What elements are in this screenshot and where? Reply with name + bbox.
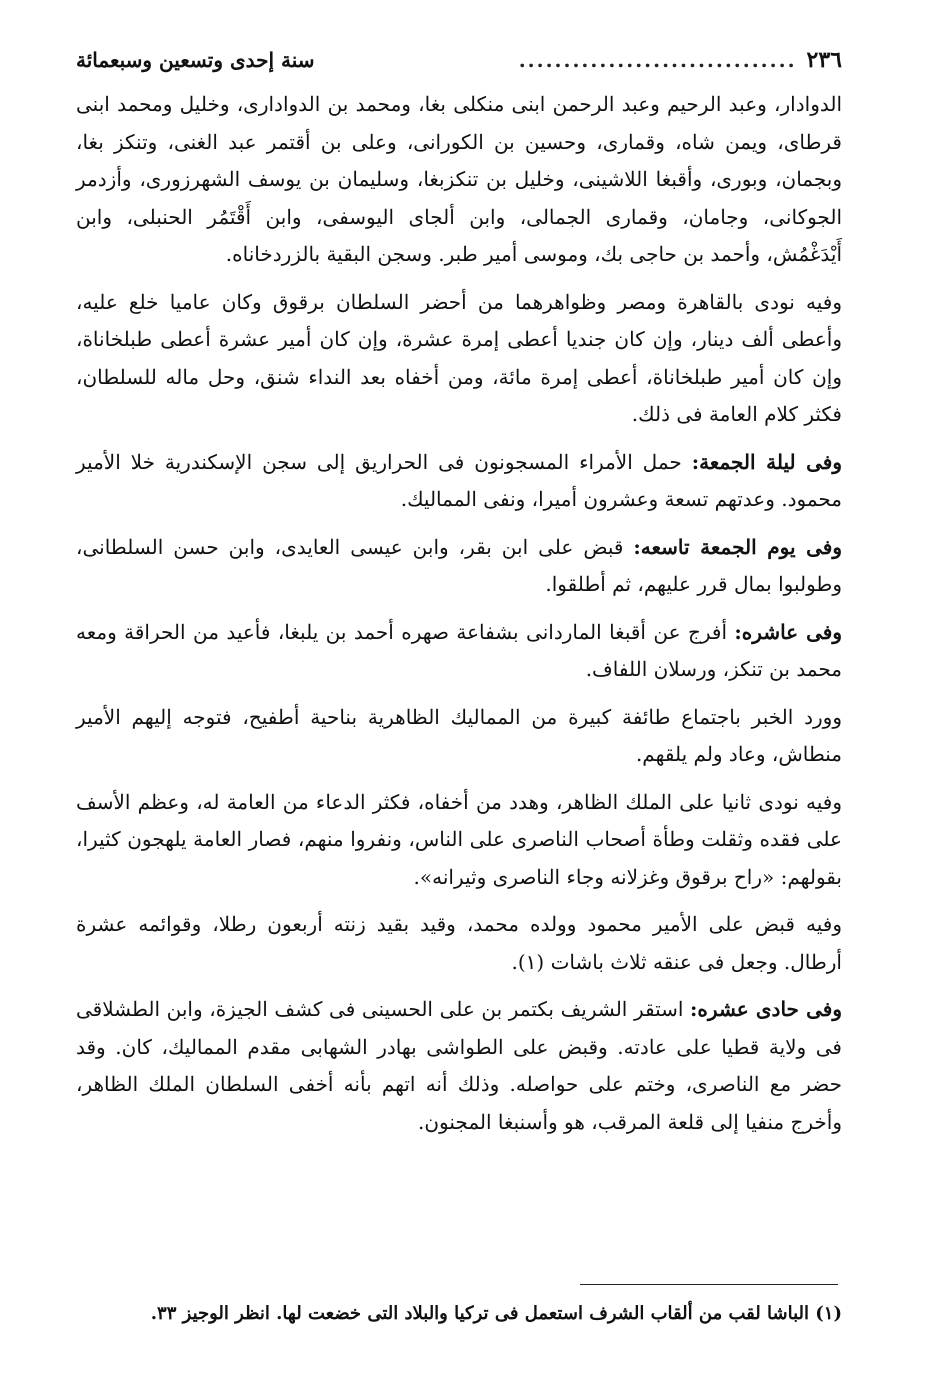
header-leader-dots: ............................... [518, 48, 797, 72]
page-body [76, 86, 842, 1151]
paragraph [76, 444, 842, 519]
paragraph [76, 906, 842, 981]
page-number: ٢٣٦ [806, 47, 842, 73]
paragraph-text: الدوادار، وعبد الرحيم وعبد الرحمن ابنى منكلى بغا، ومحمد بن الدواداری، وخليل ومحمد ابنى قرطاى، ويمن شاه، وقمارى، وحسين بن الكورانى، وعلى بن أقتمر عبد الغنى، وتنكز بغا، وبجمان، وبورى، وأقبغا اللاشينى، وخليل بن تنكزبغا، وسليمان بن يوسف الشهرزورى، وأزدمر الجوكانى، وجامان، وقمارى الجمالى، وابن ألجاى اليوسفى، وابن أَقْتَمُر الحنبلى، وابن أَيْدَغْمُش، وأحمد بن حاجى بك، وموسى أمير طبر. وسجن البقية بالزردخاناه. [76, 92, 842, 266]
paragraph-text: وفيه قبض على الأمير محمود وولده محمد، وقيد بقيد زنته أربعون رطلا، وقوائمه عشرة أرطال. وجعل فى عنقه ثلاث باشات (١). [76, 912, 842, 974]
paragraph [76, 699, 842, 774]
paragraph-text: استقر الشريف بكتمر بن على الحسينى فى كشف الجيزة، وابن الطشلاقى فى ولاية قطيا على عادته. وقبض على الطواشى بهادر الشهابى مقدم المماليك، كان. وقد حضر مع الناصرى، وختم على حواصله. وذلك أنه اتهم بأنه أخفى السلطان الملك الظاهر، وأخرج منفيا إلى قلعة المرقب، هو وأسنبغا المجنون. [76, 997, 842, 1134]
paragraph [76, 284, 842, 434]
paragraph [76, 784, 842, 897]
paragraph [76, 86, 842, 274]
footnote-divider [580, 1284, 838, 1285]
paragraph-text: وورد الخبر باجتماع طائفة كبيرة من المماليك الظاهرية بناحية أطفيح، فتوجه إليهم الأمير منطاش، وعاد ولم يلقهم. [76, 704, 842, 766]
paragraph [76, 529, 842, 604]
paragraph-lead: وفى عاشره: [734, 619, 842, 644]
paragraph-text: حمل الأمراء المسجونون فى الحراريق إلى سجن الإسكندرية خلا الأمير محمود. وعدتهم تسعة وعشرون أميرا، ونفى المماليك. [76, 449, 842, 511]
header-title: سنة إحدى وتسعين وسبعمائة [76, 48, 315, 72]
paragraph-lead: وفى حادى عشره: [690, 997, 843, 1021]
paragraph-text: أفرج عن أقبغا الماردانى بشفاعة صهره أحمد بن يلبغا، فأعيد من الحراقة ومعه محمد بن تنكز، ورسلان اللفاف. [76, 619, 842, 681]
paragraph-text: وفيه نودى بالقاهرة ومصر وظواهرهما من أحضر السلطان برقوق وكان عاميا خلع عليه، وأعطى ألف دينار، وإن كان جنديا أعطى إمرة عشرة، وإن كان أمير عشرة أعطى طبلخاناة، وإن كان أمير طبلخاناة، أعطى إمرة مائة، ومن أخفاه بعد النداء شنق، وحل ماله للسلطان، فكثر كلام العامة فى ذلك. [76, 289, 842, 426]
paragraph [76, 614, 842, 689]
paragraph-lead: وفى ليلة الجمعة: [691, 449, 842, 474]
paragraph-text: وفيه نودى ثانيا على الملك الظاهر، وهدد من أخفاه، فكثر الدعاء من العامة له، وعظم الأسف على فقده وثقلت وطأة أصحاب الناصرى على الناس، ونفروا منهم، فصار العامة يلهجون كثيرا، بقولهم: «راح برقوق وغزلانه وجاء الناصرى وثيرانه». [76, 789, 843, 889]
footnote: (١) الباشا لقب من ألقاب الشرف استعمل فى تركيا والبلاد التى خضعت لها. انظر الوجيز ٣٣. [150, 1303, 842, 1324]
paragraph-text: قبض على ابن بقر، وابن عيسى العايدى، وابن حسن السلطانى، وطولبوا بمال قرر عليهم، ثم أطلقوا. [76, 534, 842, 596]
paragraph [76, 991, 842, 1141]
paragraph-lead: وفى يوم الجمعة تاسعه: [633, 534, 842, 559]
running-header [76, 40, 842, 80]
